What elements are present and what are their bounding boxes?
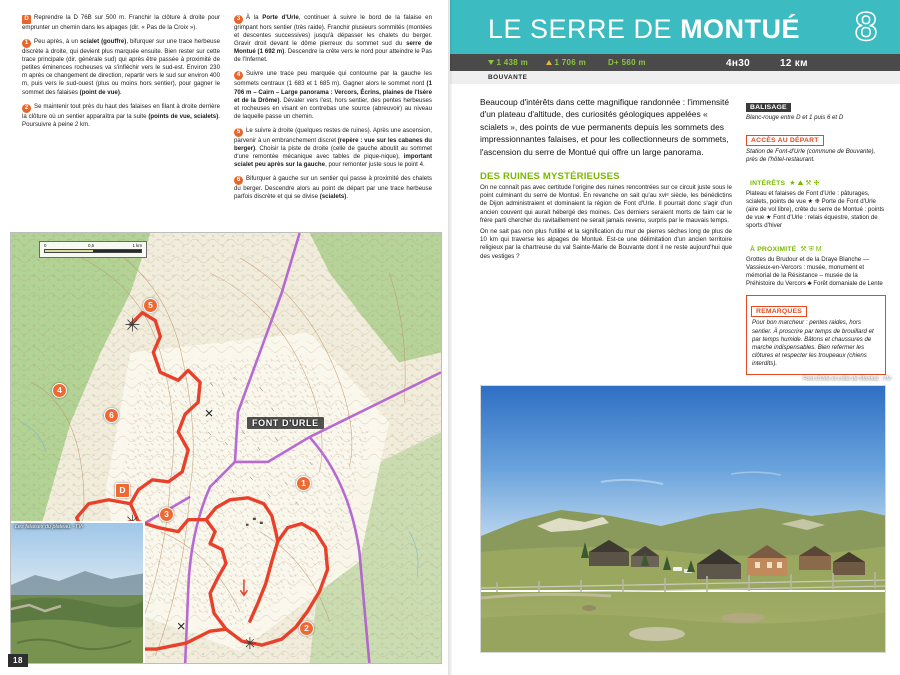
step-3 (234, 14, 432, 64)
interets-label: INTÉRÊTS (746, 179, 789, 188)
balisage-text: Blanc-rouge entre D et 1 puis 6 et D (746, 114, 844, 121)
inset-photo-graphic (11, 523, 145, 664)
info-sidebar (746, 96, 886, 375)
inset-photo-cliffs (11, 521, 145, 664)
section-paragraph-2: On ne sait pas non plus l'utilité et la signification du mur de pierres sèches long de plus de 10 km qui traverse les alpages de Montué. Est-ce une délimitation d'un ancien territoire religieux par la chartreuse du val Sainte-Marie de Bouvante dont il ne reste aujourd'hui que des vestiges ? (480, 228, 732, 260)
route-description (480, 96, 732, 264)
step-4 (234, 70, 432, 120)
scale-bar-graphic (44, 249, 142, 253)
step-2 (22, 103, 220, 129)
step-D (22, 14, 220, 32)
steps-column-2 (234, 14, 432, 224)
proximite-icons: ⚒ ⛨ M (800, 245, 822, 253)
route-number-badge: 8 (854, 5, 878, 49)
step-text-2: Se maintenir tout près du haut des falaises en filant à droite derrière la clôture où un sentier apparaîtra par la suite (points de vue, scialets). Poursuivre à peine 2 km. (22, 102, 220, 128)
inset-photo-caption: Les falaises du plateau. -TV- (15, 524, 84, 530)
sidebar-proximite (746, 238, 886, 289)
step-6 (234, 175, 432, 201)
step-text-4: Suivre une trace peu marquée qui contourne par la gauche les sommets centraux (1 683 et 1 685 m). Gagner alors le sommet nord (1 706 m – Cairn – Large panorama : Vercors, Écrins, plaines de l'Isère et de la Drôme). Dévaler vers l'est, hors sentier, des pentes herbeuses et rocheuses en visant en contrebas une source (abreuvoir) au niveau de laquelle passe un chemin. (234, 70, 432, 120)
altitude-down-icon (488, 60, 494, 65)
route-title-light: LE SERRE DE (488, 14, 681, 44)
stat-min-value: 1 438 m (496, 57, 528, 67)
map-scale-bar (39, 241, 147, 258)
map-waypoint-6[interactable]: 6 (104, 408, 119, 423)
step-1 (22, 38, 220, 97)
step-marker-2: 2 (22, 104, 31, 113)
route-title-bold: MONTUÉ (680, 14, 801, 44)
route-header-banner (450, 0, 900, 54)
map-waypoint-2[interactable]: 2 (299, 621, 314, 636)
scale-end: 1 km (132, 243, 142, 248)
commune-bar (450, 71, 900, 84)
stat-duration: 4н30 (726, 57, 750, 69)
stat-gain-label: D+ (608, 57, 620, 67)
sidebar-interets (746, 172, 886, 231)
map-waypoint-1[interactable]: 1 (296, 476, 311, 491)
step-text-5: Le suivre à droite (quelques restes de ruines). Après une ascension, parvenir à un embranchement discret (repère : vue sur les cabanes du berger). Choisir la piste de droite (celle de gauche aboutit au sommet d'une remontée mécanique avec tables de pique-nique), important scialet peu après sur la gauche, pour remonter juste sous le point 4. (234, 126, 432, 169)
photo-caption: Font d'Urle et crête de Montué. -TV- (802, 376, 892, 382)
remarques-text: Pour bon marcheur : pentes raides, hors sentier. À proscrire par temps de brouillard et par temps humide. Bâtons et chaussures de marche indispensables. Bien refermer les clôtures et respecter les troupeaux (chiens interdits). (752, 319, 874, 368)
map-waypoint-D[interactable]: D (115, 483, 130, 498)
stat-gain-value: 560 m (621, 57, 646, 67)
step-marker-1: 1 (22, 39, 31, 48)
topographic-map[interactable] (10, 232, 442, 664)
interets-icons: ★ ⛰ ⚒ ❉ (789, 179, 820, 187)
proximite-heading (746, 238, 886, 256)
step-text-D: Reprendre la D 76B sur 500 m. Franchir la clôture à droite pour emprunter un chemin dans les alpages (dir. « Pas de la Croix »). (22, 14, 220, 31)
section-paragraph-1: On ne connaît pas avec certitude l'origine des ruines rencontrées sur ce circuit juste sous le point culminant du serre de Montué. En revanche on sait qu'au xviᵉ siècle, les bénédictins de Dijon administraient et dominaient la région de Font d'Urle. Il pourrait donc s'agir d'un ancien couvent qui aurait hébergé des moines. Ces derniers seraient morts de faim car le frère parti chercher du ravitaillement ne serait jamais revenu, surpris par le mauvais temps. (480, 184, 732, 224)
route-stats-bar (450, 54, 900, 71)
altitude-up-icon (546, 60, 552, 65)
page-number-left: 18 (8, 654, 28, 667)
interets-text: Plateau et falaises de Font d'Urle : pâturages, scialets, points de vue ★ ❉ Porte de Font d'Urle (aire de vol libre), crête du serre de Montué : points de vue ★ Font d'Urle : relais équestre, station de sports d'hiver (746, 189, 885, 230)
step-text-3: À la Porte d'Urle, continuer à suivre le bord de la falaise en grimpant hors sentier (très raide). Franchir plusieurs sommités (montées et descentes successives) jusqu'à dépasser les chalets du berger. Gravir droit devant le dôme pierreux du sommet sud du serre de Montué (1 692 m). Descendre la crête vers le nord pour atteindre le Pas de l'Infernet. (234, 14, 432, 64)
interets-heading (746, 172, 886, 190)
step-text-1: Peu après, à un scialet (gouffre), bifurquer sur une trace herbeuse discrète à droite, qui devient plus marquée ensuite. Bien rester sur cette trace principale (dir. générale sud) qui après être passée à proximité de petites éminences rocheuses va s'infléchir vers le sud-est. Environ 230 m après ce changement de direction, repartir vers le sud sur environ 400 m, puis vers le sud-ouest (plus ou moins hors sentier), pour gagner le sommet des falaises (point de vue). (22, 38, 220, 96)
proximite-text: Grottes du Brudour et de la Draye Blanche — Vassieux-en-Vercors : musée, monument et mémorial de la Résistance – musée de la Préhistoire du Vercors ♣ Forêt domaniale de Lente (746, 255, 883, 288)
step-marker-5: 5 (234, 128, 243, 137)
stat-max-value: 1 706 m (554, 57, 586, 67)
balisage-label: BALISAGE (746, 103, 791, 112)
section-body (480, 184, 732, 261)
steps-column-1 (22, 14, 220, 224)
route-steps (22, 14, 432, 224)
route-title (488, 14, 800, 45)
intro-paragraph: Beaucoup d'intérêts dans cette magnifique randonnée : l'immensité d'un plateau d'altitude, des curiosités géologiques appelées « scialets », des points de vue permanents depuis les sommets des impressionnantes falaises, et pour les collectionneurs de sommets, l'ascension du serre de Montué qui offre un large panorama. (480, 97, 730, 157)
step-marker-4: 4 (234, 71, 243, 80)
commune-name: BOUVANTE (488, 73, 528, 81)
acces-label: ACCÈS AU DÉPART (746, 135, 824, 146)
section-title: DES RUINES MYSTÉRIEUSES (480, 171, 620, 183)
scale-start: 0 (44, 243, 47, 248)
map-waypoint-4[interactable]: 4 (52, 383, 67, 398)
landscape-photo (480, 385, 886, 653)
landscape-photo-graphic (481, 386, 886, 653)
stat-min-altitude (488, 58, 528, 67)
map-waypoint-5[interactable]: 5 (143, 298, 158, 313)
step-text-6: Bifurquer à gauche sur un sentier qui passe à proximité des chalets du berger. Descendre alors au point de départ par une trace herbeuse parfois discrète et qui se divise (scialets). (234, 175, 432, 201)
sidebar-acces (746, 129, 886, 164)
step-marker-D: D (22, 15, 31, 24)
sidebar-balisage (746, 96, 886, 122)
stat-distance: 12 км (780, 57, 808, 69)
stat-gain (608, 58, 646, 67)
right-page (450, 0, 900, 675)
proximite-label: À PROXIMITÉ (746, 245, 800, 254)
remarques-label: REMARQUES (751, 306, 807, 317)
acces-text: Station de Font-d'Urle (commune de Bouvante), près de l'hôtel-restaurant. (746, 148, 876, 164)
scale-mid: 0,5 (88, 243, 95, 248)
stat-max-altitude (546, 58, 586, 67)
sidebar-remarques (746, 295, 886, 374)
step-marker-6: 6 (234, 176, 243, 185)
map-label-font-durle: FONT D'URLE (247, 417, 324, 429)
step-5 (234, 127, 432, 169)
map-waypoint-3[interactable]: 3 (159, 507, 174, 522)
step-marker-3: 3 (234, 15, 243, 24)
